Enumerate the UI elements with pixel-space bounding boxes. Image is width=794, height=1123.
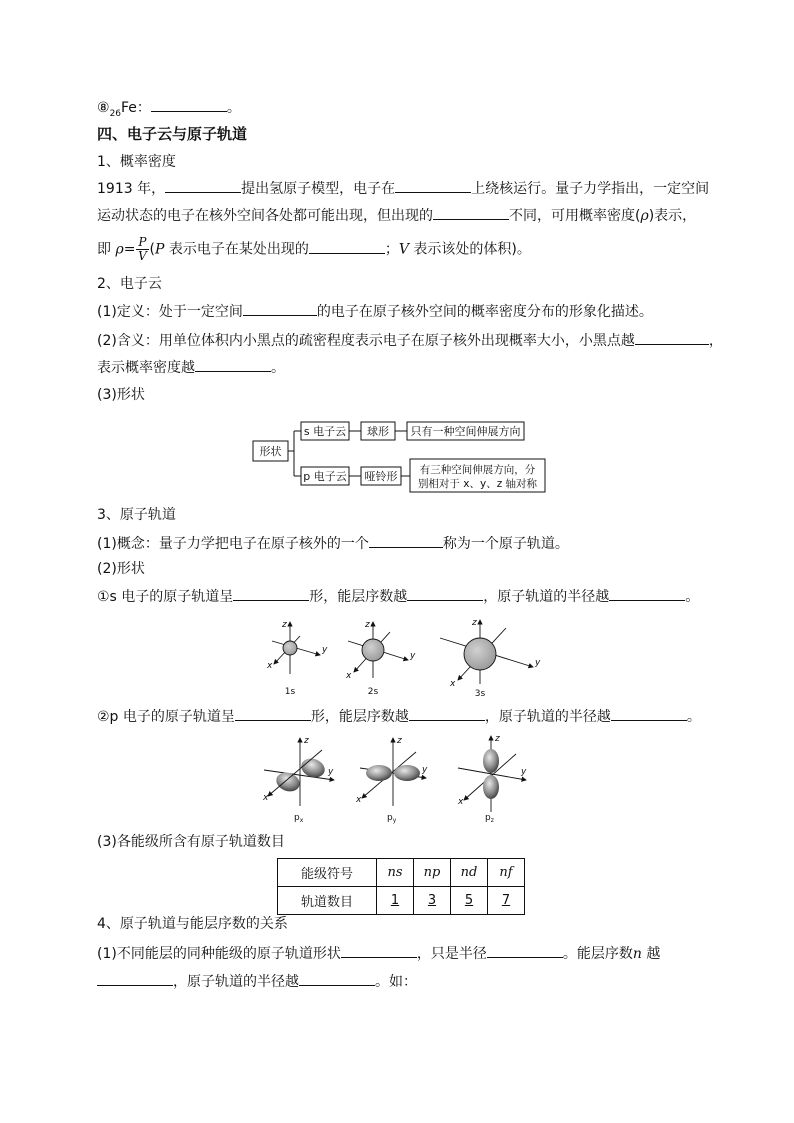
answer-blank[interactable] xyxy=(433,205,509,220)
svg-text:z: z xyxy=(495,734,500,744)
p-orbital-figures xyxy=(258,732,538,824)
table-header-label: 能级符号 xyxy=(278,859,377,887)
orbital-1s xyxy=(272,622,320,674)
cloud-meaning-2: 表示概率密度越 。 xyxy=(97,357,285,378)
answer-blank[interactable] xyxy=(407,586,483,601)
answer-blank[interactable] xyxy=(233,586,309,601)
p-shape-label: 哑铃形 xyxy=(364,470,398,483)
table-cell: 5 xyxy=(451,887,488,915)
answer-blank[interactable] xyxy=(487,943,563,958)
label-1s: 1s xyxy=(284,687,296,697)
svg-text:y: y xyxy=(328,767,334,777)
table-row xyxy=(278,859,525,887)
p-desc-label-2: 别相对于 x、y、z 轴对称 xyxy=(417,478,538,490)
answer-blank[interactable] xyxy=(369,533,443,548)
s-desc-label: 只有一种空间伸展方向 xyxy=(410,425,521,438)
svg-text:x: x xyxy=(263,793,269,803)
orbital-pz xyxy=(458,736,526,812)
subsection-title-1: 1、概率密度 xyxy=(97,154,176,170)
answer-blank[interactable] xyxy=(341,943,417,958)
probability-line-1: 1913 年， 提出氢原子模型，电子在 上绕核运行。量子力学指出，一定空间 xyxy=(97,178,709,199)
answer-blank[interactable] xyxy=(409,706,485,721)
table-header-cell: ns xyxy=(377,859,414,887)
subsection-title-2: 2、电子云 xyxy=(97,276,162,292)
answer-blank[interactable] xyxy=(165,178,241,193)
cloud-meaning-1: (2)含义：用单位体积内小黑点的疏密程度表示电子在原子核外出现概率大小，小黑点越 ， xyxy=(97,330,723,351)
answer-blank[interactable] xyxy=(235,706,311,721)
svg-text:x: x xyxy=(267,661,273,671)
section-title: 四、电子云与原子轨道 xyxy=(97,125,248,143)
svg-text:y: y xyxy=(521,767,527,777)
answer-blank[interactable] xyxy=(299,971,375,986)
root-label: 形状 xyxy=(259,445,282,458)
s-orbital-figures xyxy=(258,612,548,698)
table-header-cell: nf xyxy=(488,859,525,887)
orbital-px xyxy=(264,738,334,806)
s-shape-label: 球形 xyxy=(367,425,389,438)
svg-text:x: x xyxy=(356,795,362,805)
table-cell: 1 xyxy=(377,887,414,915)
svg-text:z: z xyxy=(365,620,370,630)
svg-text:z: z xyxy=(304,736,309,746)
orbital-3s xyxy=(440,620,533,684)
subsection-title-4: 4、原子轨道与能层序数的关系 xyxy=(97,916,288,932)
answer-blank[interactable] xyxy=(635,330,709,345)
relation-line-1: (1)不同能层的同种能级的原子轨道形状 ，只是半径 。能层序数n 越 xyxy=(97,943,660,964)
orbital-2s xyxy=(348,622,408,678)
label-2s: 2s xyxy=(367,687,379,697)
answer-blank[interactable] xyxy=(611,706,687,721)
s-orbital-line: ①s 电子的原子轨道呈 形，能层序数越 ，原子轨道的半径越 。 xyxy=(97,586,699,607)
svg-text:x: x xyxy=(346,671,352,681)
orbital-count-heading: (3)各能级所含有原子轨道数目 xyxy=(97,834,285,850)
table-header-cell: nd xyxy=(451,859,488,887)
svg-text:z: z xyxy=(397,736,402,746)
table-row-label: 轨道数目 xyxy=(278,887,377,915)
svg-text:y: y xyxy=(322,645,328,655)
item-8-line: $⑧_{26}Fe$： 。 xyxy=(97,97,241,124)
answer-blank[interactable] xyxy=(243,301,317,316)
density-fraction: $\frac{P}{V}$ xyxy=(138,235,147,263)
p-desc-label-1: 有三种空间伸展方向，分 xyxy=(419,464,536,476)
answer-blank[interactable] xyxy=(609,586,685,601)
s-cloud-label: s 电子云 xyxy=(303,425,347,438)
orbital-shape-heading: (2)形状 xyxy=(97,561,145,577)
cloud-shape-heading: (3)形状 xyxy=(97,387,145,403)
answer-blank[interactable] xyxy=(195,357,271,372)
probability-line-3: 即 ρ= $\frac{P}{V}$ (P 表示电子在某处出现的 ；V 表示该处的体积)。 xyxy=(97,235,531,263)
label-3s: 3s xyxy=(474,689,486,698)
svg-text:x: x xyxy=(450,679,456,689)
svg-text:y: y xyxy=(422,765,428,775)
label-py: $p_y$ xyxy=(387,813,397,824)
p-orbital-line: ②p 电子的原子轨道呈 形，能层序数越 ，原子轨道的半径越 。 xyxy=(97,706,701,727)
table-row xyxy=(278,887,525,915)
orbital-concept: (1)概念：量子力学把电子在原子核外的一个 称为一个原子轨道。 xyxy=(97,533,569,554)
svg-text:z: z xyxy=(472,618,477,628)
label-pz: $p_z$ xyxy=(485,813,494,824)
cloud-definition: (1)定义：处于一定空间 的电子在原子核外空间的概率密度分布的形象化描述。 xyxy=(97,301,653,322)
answer-blank[interactable] xyxy=(309,239,385,254)
svg-text:z: z xyxy=(282,620,287,630)
shape-diagram xyxy=(250,412,550,496)
table-header-cell: np xyxy=(414,859,451,887)
probability-line-2: 运动状态的电子在核外空间各处都可能出现，但出现的 不同，可用概率密度(ρ)表示， xyxy=(97,205,696,226)
subsection-title-3: 3、原子轨道 xyxy=(97,507,176,523)
svg-text:x: x xyxy=(458,797,464,807)
answer-blank[interactable] xyxy=(395,178,471,193)
table-cell: 3 xyxy=(414,887,451,915)
p-cloud-label: p 电子云 xyxy=(303,470,347,483)
orbital-count-table xyxy=(277,858,525,915)
table-cell: 7 xyxy=(488,887,525,915)
orbital-py xyxy=(360,738,426,806)
answer-blank[interactable] xyxy=(97,971,173,986)
svg-text:y: y xyxy=(410,651,416,661)
answer-blank[interactable] xyxy=(151,97,227,112)
label-px: $p_x$ xyxy=(294,813,304,824)
svg-text:y: y xyxy=(535,658,541,668)
relation-line-2: ，原子轨道的半径越 。如： xyxy=(97,971,417,992)
